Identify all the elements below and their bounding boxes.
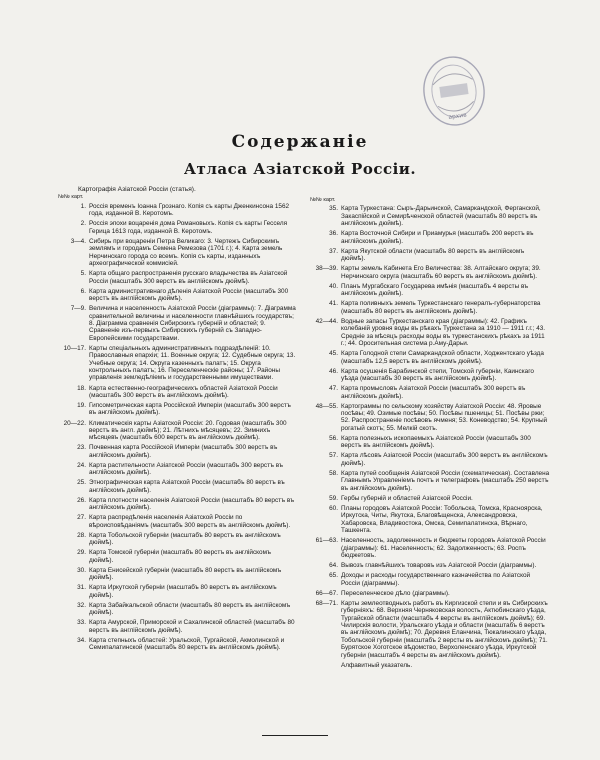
- left-column: [58, 186, 296, 654]
- entry-number: 64.: [329, 562, 338, 570]
- contents-entry: [58, 345, 296, 382]
- numbers-label: №№ карт.: [310, 197, 336, 203]
- entry-text: Карта Туркестана: Сыръ-Дарьинской, Самаркандской, Ферганской, Закаспійской и Семирѣченской областей (масштабъ 80 верстъ въ англійскомъ дюймѣ).: [341, 205, 541, 228]
- contents-entry: [310, 205, 550, 227]
- contents-list-left: [58, 203, 296, 652]
- contents-entry: [310, 403, 550, 433]
- entry-number: 35.: [329, 205, 338, 213]
- entry-number: 38—39.: [315, 265, 338, 273]
- contents-entry: [58, 305, 296, 342]
- entry-number: 46.: [329, 367, 338, 375]
- entry-text: Карта плотности населенія Азіатской Россіи (масштабъ 80 верстъ въ англійскомъ дюймѣ).: [89, 496, 295, 512]
- entry-text: Водные запасы Туркестанскаго края (діаграммы): 42. Графикъ колебаній уровня воды въ рѣкахъ Туркестана за 1910 — 1911 г.г.; 43. Средніе за мѣсяцъ расходы воды въ туркестанскихъ рѣкахъ за 1911 г.; 44. Оросительная система р.Аму-Дарьи.: [341, 317, 546, 348]
- entry-number: 6.: [80, 287, 86, 295]
- entry-number: 61—63.: [315, 537, 338, 545]
- contents-entry: [58, 203, 296, 218]
- contents-entry: [58, 220, 296, 235]
- entry-text: Карта распредѣленія населенія Азіатской Россіи по вѣроисповѣданіямъ (масштабъ 300 верстъ въ англійскомъ дюймѣ).: [89, 514, 291, 529]
- entry-text: Карта Голодной степи Самаркандской области, Ходжентскаго уѣзда (масштабъ 12,5 верстъ въ англійскомъ дюймѣ).: [341, 350, 544, 365]
- entry-text: Величина и населенность Азіатской Россіи (діаграммы): 7. Діаграмма сравнительной величины и населенности главнѣйшихъ государствъ; 8. Діаграмма сравненія Сибирскихъ губерній и областей; 9. Сравненіе изъ-первыхъ Сибирскихъ губерній съ Западно-Европейскими государствами.: [89, 305, 296, 342]
- contents-entry: [310, 300, 550, 315]
- contents-entry: [310, 248, 550, 263]
- entry-text: Карта полезныхъ ископаемыхъ Азіатской Россіи (масштабъ 300 верстъ въ англійскомъ дюймѣ).: [341, 434, 531, 450]
- entry-text: Карта естественно-географическихъ областей Азіатской Россіи (масштабъ 300 верстъ въ англійскомъ дюймѣ).: [89, 384, 278, 399]
- entry-text: Карта путей сообщенія Азіатской Россіи (схематическая). Составлена Главнымъ Управленіемъ почтъ и телеграфовъ (масштабъ 250 верстъ въ англійскомъ дюймѣ).: [341, 469, 550, 492]
- entry-text: Гербы губерній и областей Азіатской Россіи.: [341, 494, 473, 502]
- entry-number: 37.: [329, 247, 338, 255]
- entry-number: 47.: [329, 385, 338, 393]
- contents-entry: [58, 444, 296, 459]
- entry-number: 20—22.: [63, 419, 86, 427]
- entry-number: 3—4.: [70, 237, 86, 245]
- contents-entry: [58, 514, 296, 529]
- contents-entry: [58, 584, 296, 599]
- entry-text: Карта Енисейской губерніи (масштабъ 80 верстъ въ англійскомъ дюймѣ).: [89, 566, 282, 582]
- entry-text: Россія временъ Іоанна Грознаго. Копія съ карты Дженкинсона 1562 года, изданной В. Керотомъ.: [89, 202, 290, 218]
- entry-text: Переселенческое дѣло (діаграммы).: [341, 589, 450, 597]
- bottom-divider: [262, 735, 328, 736]
- contents-entry: [58, 288, 296, 303]
- entry-text: Картограммы по сельскому хозяйству Азіатской Россіи: 48. Яровые посѣвы; 49. Озимые посѣвы; 50. Посѣвы пшеницы; 51. Посѣвы ржи; 52. Распространеніе посѣвовъ ячменя; 53. Коневодство; 54. Крупный рогатый скотъ; 55. Мелкій скотъ.: [341, 402, 548, 432]
- entry-number: 58.: [329, 469, 338, 477]
- library-stamp: [418, 52, 490, 130]
- contents-entry: [310, 435, 550, 450]
- entry-number: 1.: [80, 202, 86, 210]
- column-heading: Картографія Азіатской Россіи (статья).: [78, 186, 196, 193]
- entry-number: 33.: [77, 619, 86, 627]
- entry-text: Климатическія карты Азіатской Россіи: 20. Годовая (масштабъ 300 верстъ въ англ. дюймѣ); 21. Лѣтнихъ мѣсяцевъ; 22. Зимнихъ мѣсяцевъ (масштабъ 600 верстъ въ англійскомъ дюймѣ).: [89, 419, 287, 442]
- contents-entry: [310, 572, 550, 587]
- entry-text: Карта Восточной Сибири и Приамурья (масштабъ 200 верстъ въ англійскомъ дюймѣ).: [341, 230, 534, 245]
- contents-entry: [310, 537, 550, 559]
- entry-number: 59.: [329, 494, 338, 502]
- entry-number: 31.: [77, 584, 86, 592]
- entry-number: 48—55.: [315, 402, 338, 410]
- entry-text: Планы городовъ Азіатской Россіи: Тобольска, Томска, Красноярска, Иркутска, Читы, Якутска, Благовѣщенска, Александровска, Хабаровска, Владивостока, Омска, Семипалатинска, Вѣрнаго, Ташкента.: [341, 504, 543, 535]
- entry-number: 34.: [77, 636, 86, 644]
- entry-number: 56.: [329, 434, 338, 442]
- entry-text: Карта Тобольской губерніи (масштабъ 80 верстъ въ англійскомъ дюймѣ).: [89, 531, 281, 547]
- entry-number: 25.: [77, 479, 86, 487]
- contents-entry: [58, 549, 296, 564]
- entry-number: 36.: [329, 230, 338, 238]
- contents-entry: [310, 505, 550, 535]
- entry-text: Карта лѣсовъ Азіатской Россіи (масштабъ 300 верстъ въ англійскомъ дюймѣ).: [341, 452, 548, 467]
- contents-entry: [310, 368, 550, 383]
- page-subtitle: Атласа Азіатской Россіи.: [183, 160, 417, 178]
- contents-entry: [310, 562, 550, 569]
- contents-entry: [310, 283, 550, 298]
- entry-text: Доходы и расходы государственнаго казначейства по Азіатской Россіи (діаграммы).: [341, 572, 531, 587]
- entry-text: Карта Якутской области (масштабъ 80 верстъ въ англійскомъ дюймѣ).: [341, 247, 525, 263]
- right-column: [310, 197, 550, 672]
- contents-entry: [310, 385, 550, 400]
- numbers-label: №№ карт.: [58, 194, 84, 201]
- entry-number: 40.: [329, 282, 338, 290]
- entry-text: Гипсометрическая карта Россійской Имперіи (масштабъ 300 верстъ въ англійскомъ дюймѣ).: [89, 402, 291, 417]
- entry-text: Алфавитный указатель.: [341, 661, 413, 669]
- entry-number: 18.: [77, 384, 86, 392]
- entry-number: 29.: [77, 549, 86, 557]
- contents-entry: [58, 462, 296, 477]
- entry-number: 42—44.: [315, 317, 338, 325]
- entry-text: Населенность, задолженность и бюджеты городовъ Азіатской Россіи (діаграммы): 61. Населенность; 62. Задолженность; 63. Роспъ бюджетовъ.: [341, 537, 546, 560]
- entry-number: 65.: [329, 572, 338, 580]
- entry-number: 10—17.: [63, 344, 86, 352]
- contents-entry: [310, 318, 550, 348]
- entry-text: Этнографическая карта Азіатской Россіи (масштабъ 80 верстъ въ англійскомъ дюймѣ).: [89, 479, 285, 494]
- contents-entry: [58, 532, 296, 547]
- stamp-label: архив: [447, 111, 468, 122]
- entry-number: 57.: [329, 452, 338, 460]
- entry-text: Карта Амурской, Приморской и Сахалинской областей (масштабъ 80 верстъ въ англійскомъ дюймѣ).: [89, 619, 295, 634]
- contents-entry: [310, 662, 550, 669]
- entry-number: 26.: [77, 496, 86, 504]
- entry-text: Карта растительности Азіатской Россіи (масштабъ 300 верстъ въ англійскомъ дюймѣ).: [89, 461, 283, 477]
- entry-text: Карта осушенія Барабинской степи, Томской губерніи, Каинскаго уѣзда (масштабъ 30 верстъ въ англійскомъ дюймѣ).: [341, 367, 534, 383]
- contents-entry: [58, 420, 296, 442]
- entry-number: [310, 662, 341, 669]
- page-title: Содержаніе: [231, 132, 369, 152]
- entry-number: 30.: [77, 566, 86, 574]
- contents-entry: [58, 238, 296, 268]
- entry-number: 27.: [77, 514, 86, 522]
- contents-entry: [310, 600, 550, 659]
- contents-entry: [58, 637, 296, 652]
- entry-number: 66—67.: [315, 589, 338, 597]
- entry-text: Карта степныхъ областей: Уральской, Тургайской, Акмолинской и Семипалатинской (масштабъ 80 верстъ въ англійскомъ дюймѣ).: [89, 636, 285, 652]
- entry-text: Карты землеотводныхъ работъ въ Киргизской степи и въ Сибирскихъ губерніяхъ: 68. Верхняя Черняковская волость, Актюбинскаго уѣзда, Тургайской области (масштабъ 4 версты въ англійскомъ дюймѣ); 69. Чилирскія волости, Уральскаго уѣзда и области (масштабъ 6 верстъ въ англійскомъ дюймѣ); 70. Деревня Еланчина, Тюкалинскаго уѣзда, Тобольской губерніи (масштабъ 2 версты въ англійскомъ дюймѣ); 71. Бурятское Хоготское вѣдомство, Верхоленскаго уѣзда, Иркутской губерніи (масштабъ 4 версты въ англійскомъ дюймѣ).: [341, 599, 548, 659]
- entry-text: Карта Иркутской губерніи (масштабъ 80 верстъ въ англійскомъ дюймѣ).: [89, 584, 277, 599]
- entry-number: 7—9.: [70, 305, 86, 313]
- entry-number: 28.: [77, 531, 86, 539]
- entry-text: Карта промысловъ Азіатской Россіи (масштабъ 300 верстъ въ англійскомъ дюймѣ).: [341, 385, 526, 400]
- entry-text: Карты земель Кабинета Его Величества: 38. Алтайскаго округа; 39. Нерчинскаго округа (масштабъ 60 верстъ въ англійскомъ дюймѣ).: [341, 265, 541, 280]
- entry-text: Карты спеціальныхъ административныхъ подраздѣленій: 10. Православныя епархіи; 11. Военные округа; 12. Судебные округа; 13. Учебные округа; 14. Округа казенныхъ палатъ; 15. Округа контрольныхъ палатъ; 16. Переселенческіе районы; 17. Районы управленія земледѣліемъ и государственными имуществами.: [89, 344, 296, 382]
- entry-number: 68—71.: [315, 599, 338, 607]
- entry-number: 2.: [80, 220, 86, 228]
- contents-list-right: [310, 205, 550, 669]
- contents-entry: [310, 350, 550, 365]
- contents-entry: [58, 567, 296, 582]
- entry-text: Карта административнаго дѣленія Азіатской Россіи (масштабъ 300 верстъ въ англійскомъ дюймѣ).: [89, 287, 289, 303]
- contents-entry: [58, 270, 296, 285]
- entry-text: Карта поливныхъ земель Туркестанскаго генералъ-губернаторства (масштабъ 80 верстъ въ англійскомъ дюймѣ).: [341, 300, 541, 315]
- entry-number: 23.: [77, 444, 86, 452]
- entry-number: 32.: [77, 601, 86, 609]
- contents-entry: [58, 497, 296, 512]
- contents-entry: [310, 470, 550, 492]
- entry-text: Карта Томской губерніи (масштабъ 80 верстъ въ англійскомъ дюймѣ).: [89, 549, 271, 564]
- contents-entry: [310, 452, 550, 467]
- entry-text: Карта общаго распространенія русскаго владычества въ Азіатской Россіи (масштабъ 300 верстъ въ англійскомъ дюймѣ).: [89, 270, 288, 285]
- entry-text: Россія эпохи воцаренія дома Романовыхъ. Копія съ карты Гесселя Герица 1613 года, изданной В. Керотомъ.: [89, 220, 288, 235]
- contents-entry: [58, 619, 296, 634]
- contents-entry: [58, 402, 296, 417]
- entry-text: Вывозъ главнѣйшихъ товаровъ изъ Азіатской Россіи (діаграммы).: [341, 562, 537, 570]
- entry-number: 19.: [77, 402, 86, 410]
- entry-number: 5.: [80, 270, 86, 278]
- entry-text: Почвенная карта Россійской Имперіи (масштабъ 300 верстъ въ англійскомъ дюймѣ).: [89, 444, 278, 459]
- contents-entry: [58, 479, 296, 494]
- entry-text: Карта Забайкальской области (масштабъ 80 верстъ въ англійскомъ дюймѣ).: [89, 601, 291, 617]
- contents-entry: [310, 265, 550, 280]
- contents-entry: [58, 385, 296, 400]
- entry-text: Планъ Мургабскаго Государева имѣнія (масштабъ 4 версты въ англійскомъ дюймѣ).: [341, 282, 529, 298]
- entry-number: 45.: [329, 350, 338, 358]
- entry-number: 41.: [329, 300, 338, 308]
- contents-entry: [310, 495, 550, 502]
- entry-number: 60.: [329, 504, 338, 512]
- contents-entry: [310, 230, 550, 245]
- contents-entry: [58, 602, 296, 617]
- contents-entry: [310, 590, 550, 597]
- entry-text: Сибирь при воцареніи Петра Великаго: 3. Чертежъ Сибирскимъ землямъ и городамъ Семена Ремезова (1701 г.); 4. Карта земель Нерчинскаго города со всемъ. Копія съ карты, изданныхъ археографической коммисіей.: [89, 237, 283, 268]
- entry-number: 24.: [77, 461, 86, 469]
